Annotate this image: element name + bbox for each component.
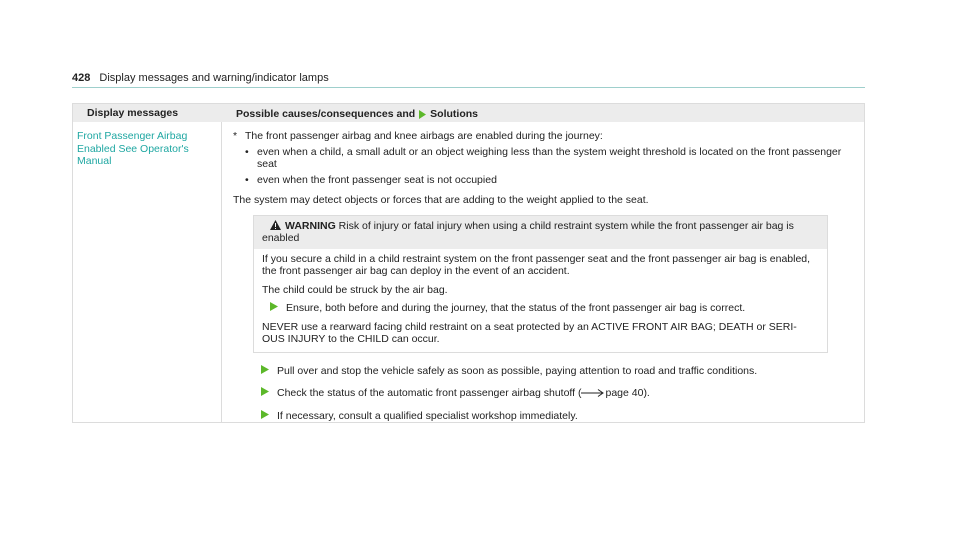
- arrow-right-icon: [418, 110, 427, 119]
- list-item: [233, 174, 853, 187]
- note: [233, 130, 853, 143]
- warning-heading: [254, 216, 827, 249]
- col-header-solutions-text: Solutions: [430, 108, 479, 120]
- bullet-icon: •: [245, 145, 249, 158]
- warning-step-text: Ensure, both before and during the journey, that the status of the front passenger air bag is correct.: [286, 302, 746, 314]
- warning-triangle-icon: [270, 220, 281, 230]
- page-title: Display messages and warning/indicator lamps: [99, 72, 329, 84]
- messages-table: [72, 103, 865, 423]
- warning-paragraph: If you secure a child in a child restraint system on the front passenger seat and the front passenger air bag is enabled, the front passenger air bag can deploy in the event of an accident.: [262, 252, 811, 277]
- page-reference-arrow-icon: [581, 388, 605, 398]
- page-number: 428: [72, 72, 91, 84]
- arrow-right-icon: [261, 387, 269, 396]
- warning-label: WARNING: [285, 219, 336, 232]
- list-item-text: even when a child, a small adult or an object weighing less than the system weight threshold is located on the front passenger seat: [257, 145, 842, 170]
- arrow-right-icon: [261, 365, 269, 374]
- bullet-icon: •: [245, 173, 249, 186]
- list-item-text: even when the front passenger seat is not occupied: [257, 173, 497, 186]
- solution-step: [253, 365, 853, 378]
- warning-step: [262, 302, 819, 315]
- paragraph: The system may detect objects or forces that are adding to the weight applied to the seat.: [233, 194, 649, 206]
- arrow-right-icon: [270, 302, 278, 311]
- solution-steps: [253, 365, 853, 423]
- table-header: [73, 104, 864, 122]
- col-header-messages: Display messages: [87, 107, 179, 119]
- col-header-causes: [236, 108, 478, 120]
- solution-step: [253, 410, 853, 423]
- display-message: Front Passenger Airbag Enabled See Operator's Manual: [77, 130, 189, 167]
- warning-paragraph: NEVER use a rearward facing child restraint on a seat protected by an ACTIVE FRONT AIR BAG; DEATH or SERI-OUS INJURY to the CHILD can occur.: [262, 320, 797, 345]
- column-divider: [221, 122, 222, 422]
- solution-step-text: Check the status of the automatic front passenger airbag shutoff (: [277, 387, 582, 399]
- causes-solutions: [233, 130, 853, 432]
- solution-step: [253, 387, 853, 400]
- note-marker: *: [233, 130, 238, 142]
- note-text: The front passenger airbag and knee airbags are enabled during the journey:: [245, 130, 603, 142]
- col-header-causes-text: Possible causes/consequences and: [236, 108, 416, 120]
- warning-heading-text: Risk of injury or fatal injury when using a child restraint system while the front passenger air bag is enabled: [262, 219, 794, 244]
- solution-step-text: Pull over and stop the vehicle safely as soon as possible, paying attention to road and traffic conditions.: [277, 364, 758, 377]
- page-header: [72, 72, 329, 84]
- page-reference-link[interactable]: page 40).: [605, 387, 650, 399]
- warning-paragraph: The child could be struck by the air bag.: [262, 283, 448, 296]
- list-item: [233, 146, 853, 171]
- header-rule: [72, 87, 865, 88]
- warning-box: [253, 215, 828, 353]
- warning-body: [254, 249, 827, 352]
- arrow-right-icon: [261, 410, 269, 419]
- solution-step-text: If necessary, consult a qualified specialist workshop immediately.: [277, 409, 578, 422]
